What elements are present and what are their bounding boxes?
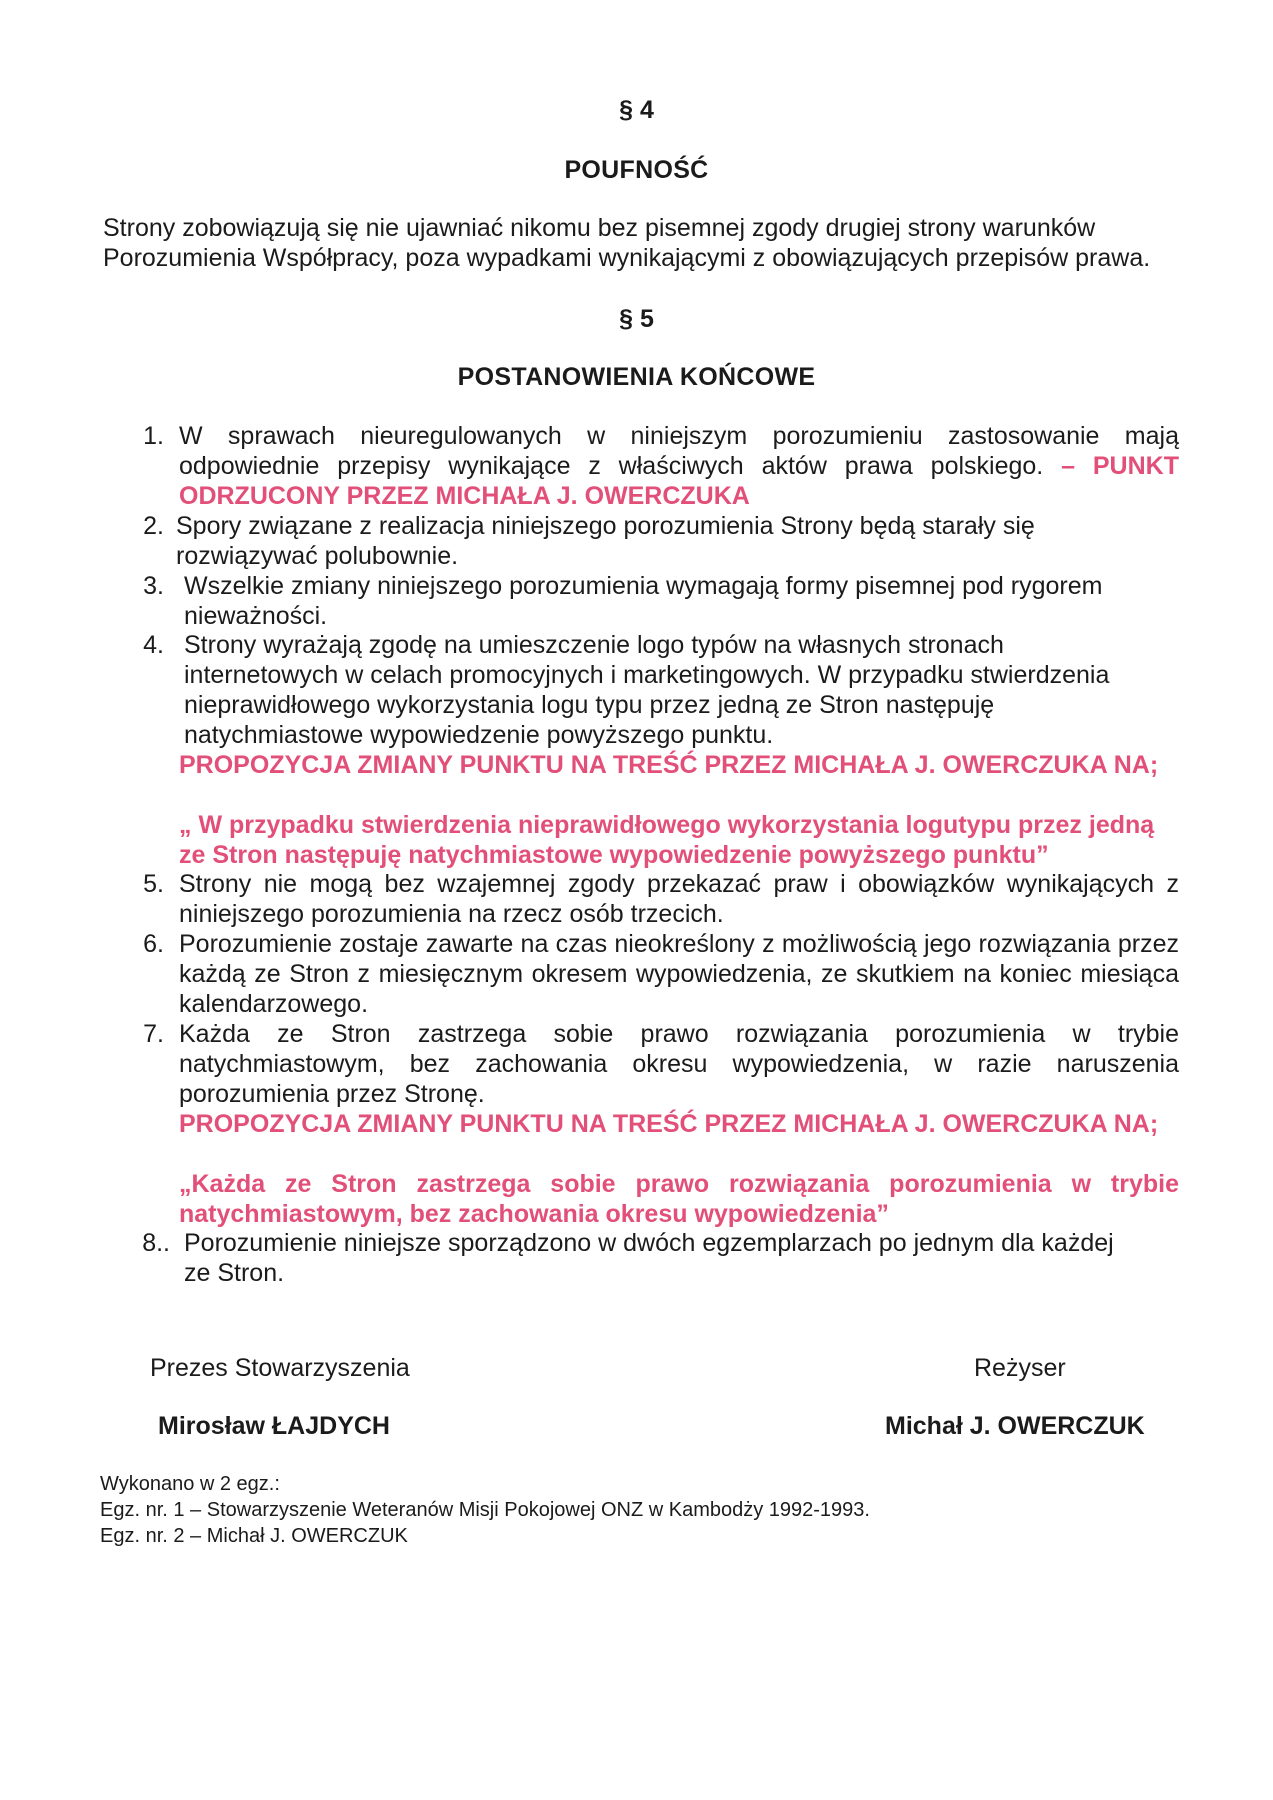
item-number: 5.	[143, 870, 164, 898]
signature-right-name: Michał J. OWERCZUK	[885, 1412, 1145, 1440]
section5-number: § 5	[619, 305, 654, 333]
section4-number: § 4	[619, 96, 654, 124]
section4-text: Strony zobowiązują się nie ujawniać nikomu bez pisemnej zgody drugiej strony warunków Porozumienia Współpracy, poza wypadkami wynikającymi z obowiązujących przepisów prawa.	[103, 214, 1151, 272]
item-number: 2.	[143, 512, 164, 540]
footer-copies: Wykonano w 2 egz.:	[100, 1473, 280, 1495]
item-number: 3.	[143, 572, 164, 600]
item-number: 8..	[142, 1229, 170, 1257]
item-number: 6.	[143, 930, 164, 958]
section5-title: POSTANOWIENIA KOŃCOWE	[457, 363, 816, 391]
item-text: W sprawach nieuregulowanych w niniejszym porozumieniu zastosowanie mają odpowiednie przepisy wynikające z właściwych aktów prawa polskiego.	[179, 422, 1179, 480]
item-text: Porozumienie niniejsze sporządzono w dwóch egzemplarzach po jednym dla każdej ze Stron.	[184, 1229, 1114, 1287]
signature-left-name: Mirosław ŁAJDYCH	[158, 1412, 390, 1440]
item-number: 7.	[143, 1020, 164, 1048]
rejected-note: – PUNKT ODRZUCONY PRZEZ MICHAŁA J. OWERCZUKA	[179, 452, 1179, 510]
signature-right-role: Reżyser	[974, 1354, 1066, 1382]
proposal-quote: „ W przypadku stwierdzenia nieprawidłowego wykorzystania logutypu przez jedną ze Stron następuję natychmiastowe wypowiedzenie powyższego punktu”	[179, 811, 1155, 869]
item-text: Strony wyrażają zgodę na umieszczenie logo typów na własnych stronach internetowych w celach promocyjnych i marketingowych. W przypadku stwierdzenia nieprawidłowego wykorzystania logu typu przez jedną ze Stron następuję natychmiastowe wypowiedzenie powyższego punktu.	[184, 631, 1110, 749]
item-text-wrap	[179, 421, 1179, 511]
item-text: Wszelkie zmiany niniejszego porozumienia wymagają formy pisemnej pod rygorem nieważności.	[184, 572, 1103, 630]
item-text: Spory związane z realizacja niniejszego porozumienia Strony będą starały się rozwiązywać polubownie.	[176, 512, 1035, 570]
footer-copy-1: Egz. nr. 1 – Stowarzyszenie Weteranów Misji Pokojowej ONZ w Kambodży 1992-1993.	[100, 1499, 870, 1521]
item-number: 1.	[143, 422, 164, 450]
item-text: Strony nie mogą bez wzajemnej zgody przekazać praw i obowiązków wynikających z niniejszego porozumienia na rzecz osób trzecich.	[179, 870, 1179, 928]
footer-copy-2: Egz. nr. 2 – Michał J. OWERCZUK	[100, 1525, 408, 1547]
signature-left-role: Prezes Stowarzyszenia	[150, 1354, 410, 1382]
change-proposal: PROPOZYCJA ZMIANY PUNKTU NA TREŚĆ PRZEZ MICHAŁA J. OWERCZUKA NA;	[179, 1110, 1159, 1138]
section4-title: POUFNOŚĆ	[564, 156, 709, 184]
change-proposal: PROPOZYCJA ZMIANY PUNKTU NA TREŚĆ PRZEZ MICHAŁA J. OWERCZUKA NA;	[179, 751, 1159, 779]
item-text: Porozumienie zostaje zawarte na czas nieokreślony z możliwością jego rozwiązania przez każdą ze Stron z miesięcznym okresem wypowiedzenia, ze skutkiem na koniec miesiąca kalendarzowego.	[179, 930, 1179, 1018]
item-text: Każda ze Stron zastrzega sobie prawo rozwiązania porozumienia w trybie natychmiastowym, bez zachowania okresu wypowiedzenia, w razie naruszenia porozumienia przez Stronę.	[179, 1020, 1179, 1108]
proposal-quote: „Każda ze Stron zastrzega sobie prawo rozwiązania porozumienia w trybie natychmiastowym, bez zachowania okresu wypowiedzenia”	[179, 1170, 1179, 1228]
item-number: 4.	[143, 631, 164, 659]
